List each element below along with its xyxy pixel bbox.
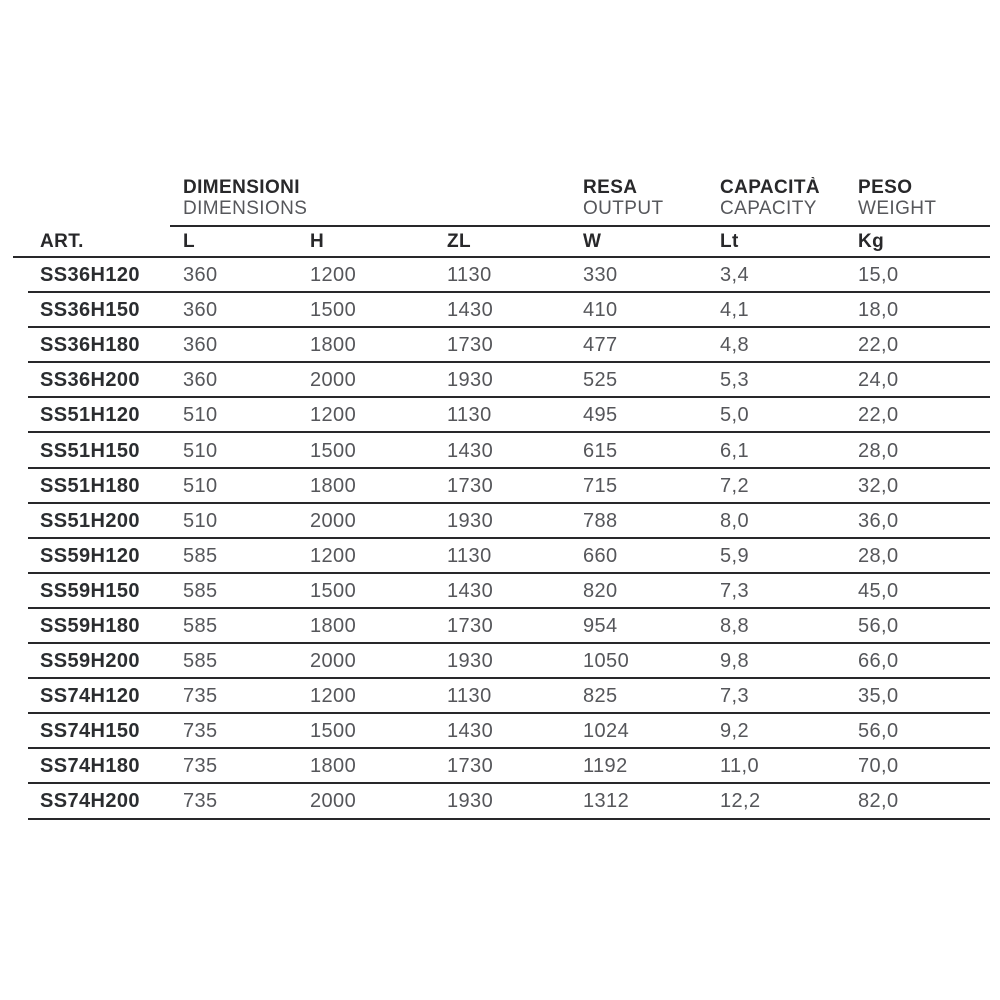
- cell-h: 2000: [310, 790, 357, 813]
- cell-l: 360: [183, 264, 218, 287]
- cell-art: SS74H200: [40, 790, 140, 813]
- cell-kg: 70,0: [858, 755, 899, 778]
- cell-w: 615: [583, 439, 618, 462]
- cell-zl: 1430: [447, 299, 494, 322]
- cell-zl: 1130: [447, 404, 492, 427]
- table-row: [13, 258, 990, 293]
- group-header-dimensions: [170, 177, 570, 227]
- cell-h: 2000: [310, 650, 357, 673]
- cell-zl: 1130: [447, 544, 492, 567]
- cell-lt: 4,8: [720, 334, 750, 357]
- cell-art: SS51H120: [40, 404, 140, 427]
- table-row: [13, 574, 990, 609]
- cell-h: 1500: [310, 299, 357, 322]
- cell-art: SS36H180: [40, 334, 140, 357]
- cell-art: SS36H120: [40, 264, 140, 287]
- cell-art: SS36H150: [40, 299, 140, 322]
- cell-w: 495: [583, 404, 618, 427]
- cell-lt: 8,0: [720, 509, 750, 532]
- cell-zl: 1930: [447, 790, 494, 813]
- table-group-header-row: [13, 177, 990, 227]
- cell-h: 1800: [310, 755, 357, 778]
- cell-w: 954: [583, 614, 618, 637]
- table-column-header-row: [13, 227, 990, 258]
- cell-zl: 1930: [447, 650, 494, 673]
- cell-l: 510: [183, 509, 218, 532]
- cell-w: 1312: [583, 790, 630, 813]
- column-header-art: ART.: [40, 230, 84, 252]
- cell-art: SS51H180: [40, 474, 140, 497]
- cell-l: 510: [183, 474, 218, 497]
- cell-kg: 66,0: [858, 650, 899, 673]
- cell-zl: 1430: [447, 720, 494, 743]
- group-header-capacity: [707, 177, 845, 227]
- cell-h: 1500: [310, 439, 357, 462]
- cell-w: 525: [583, 369, 618, 392]
- cell-zl: 1730: [447, 474, 494, 497]
- cell-l: 585: [183, 650, 218, 673]
- cell-kg: 56,0: [858, 720, 899, 743]
- cell-l: 735: [183, 790, 218, 813]
- cell-l: 360: [183, 299, 218, 322]
- cell-lt: 9,8: [720, 650, 750, 673]
- cell-w: 715: [583, 474, 618, 497]
- cell-l: 585: [183, 544, 218, 567]
- cell-h: 1200: [310, 264, 357, 287]
- table-row: [13, 433, 990, 468]
- cell-lt: 12,2: [720, 790, 761, 813]
- cell-l: 735: [183, 755, 218, 778]
- cell-w: 788: [583, 509, 618, 532]
- table-row: [13, 749, 990, 784]
- cell-kg: 15,0: [858, 264, 899, 287]
- cell-kg: 22,0: [858, 334, 899, 357]
- table-row: [13, 328, 990, 363]
- group-title-weight: PESO: [858, 177, 913, 198]
- cell-zl: 1730: [447, 334, 494, 357]
- column-header-kg: Kg: [858, 230, 885, 252]
- cell-art: SS51H150: [40, 439, 140, 462]
- cell-w: 660: [583, 544, 618, 567]
- column-header-h: H: [310, 230, 325, 252]
- group-subtitle-output: OUTPUT: [583, 198, 664, 219]
- cell-art: SS51H200: [40, 509, 140, 532]
- cell-l: 585: [183, 579, 218, 602]
- spec-table: [13, 177, 990, 820]
- cell-kg: 18,0: [858, 299, 899, 322]
- cell-w: 1024: [583, 720, 630, 743]
- group-header-weight: [845, 177, 990, 227]
- cell-lt: 8,8: [720, 614, 750, 637]
- cell-kg: 28,0: [858, 439, 899, 462]
- cell-l: 360: [183, 334, 218, 357]
- group-title-dimensions: DIMENSIONI: [183, 177, 300, 198]
- cell-art: SS59H200: [40, 650, 140, 673]
- cell-zl: 1730: [447, 755, 494, 778]
- cell-h: 1200: [310, 404, 357, 427]
- cell-lt: 5,0: [720, 404, 750, 427]
- cell-art: SS59H180: [40, 614, 140, 637]
- table-row: [13, 539, 990, 574]
- column-header-l: L: [183, 230, 196, 252]
- cell-l: 585: [183, 614, 218, 637]
- cell-zl: 1130: [447, 264, 492, 287]
- cell-zl: 1430: [447, 439, 494, 462]
- group-subtitle-dimensions: DIMENSIONS: [183, 198, 308, 219]
- cell-h: 1500: [310, 579, 357, 602]
- cell-w: 1050: [583, 650, 630, 673]
- cell-lt: 9,2: [720, 720, 750, 743]
- table-row: [13, 363, 990, 398]
- cell-zl: 1930: [447, 369, 494, 392]
- table-row: [13, 679, 990, 714]
- group-subtitle-weight: WEIGHT: [858, 198, 937, 219]
- cell-w: 820: [583, 579, 618, 602]
- cell-kg: 45,0: [858, 579, 899, 602]
- cell-lt: 4,1: [720, 299, 750, 322]
- cell-kg: 32,0: [858, 474, 899, 497]
- cell-kg: 35,0: [858, 685, 899, 708]
- cell-kg: 22,0: [858, 404, 899, 427]
- table-row: [13, 504, 990, 539]
- table-row: [13, 784, 990, 819]
- cell-h: 1500: [310, 720, 357, 743]
- cell-w: 410: [583, 299, 618, 322]
- cell-lt: 7,3: [720, 579, 750, 602]
- cell-h: 1800: [310, 474, 357, 497]
- cell-w: 330: [583, 264, 618, 287]
- table-row: [13, 609, 990, 644]
- group-header-output: [570, 177, 707, 227]
- cell-zl: 1930: [447, 509, 494, 532]
- cell-l: 360: [183, 369, 218, 392]
- cell-w: 477: [583, 334, 618, 357]
- cell-kg: 28,0: [858, 544, 899, 567]
- cell-kg: 56,0: [858, 614, 899, 637]
- cell-l: 735: [183, 720, 218, 743]
- cell-w: 825: [583, 685, 618, 708]
- cell-lt: 7,2: [720, 474, 750, 497]
- cell-art: SS59H120: [40, 544, 140, 567]
- cell-h: 1200: [310, 544, 357, 567]
- cell-zl: 1730: [447, 614, 494, 637]
- cell-zl: 1430: [447, 579, 494, 602]
- cell-lt: 11,0: [720, 755, 760, 778]
- column-header-lt: Lt: [720, 230, 739, 252]
- table-row: [13, 714, 990, 749]
- cell-art: SS36H200: [40, 369, 140, 392]
- cell-l: 510: [183, 439, 218, 462]
- cell-lt: 7,3: [720, 685, 750, 708]
- cell-kg: 82,0: [858, 790, 899, 813]
- cell-h: 1200: [310, 685, 357, 708]
- cell-art: SS74H150: [40, 720, 140, 743]
- cell-l: 735: [183, 685, 218, 708]
- table-body: [13, 258, 990, 820]
- cell-zl: 1130: [447, 685, 492, 708]
- cell-lt: 6,1: [720, 439, 750, 462]
- cell-kg: 24,0: [858, 369, 899, 392]
- cell-lt: 5,3: [720, 369, 750, 392]
- column-header-w: W: [583, 230, 602, 252]
- cell-h: 2000: [310, 369, 357, 392]
- cell-kg: 36,0: [858, 509, 899, 532]
- group-title-capacity: CAPACITÀ: [720, 177, 820, 198]
- cell-art: SS59H150: [40, 579, 140, 602]
- table-row: [13, 644, 990, 679]
- cell-art: SS74H120: [40, 685, 140, 708]
- table-row: [13, 293, 990, 328]
- cell-h: 2000: [310, 509, 357, 532]
- cell-art: SS74H180: [40, 755, 140, 778]
- group-subtitle-capacity: CAPACITY: [720, 198, 817, 219]
- cell-lt: 5,9: [720, 544, 750, 567]
- column-header-zl: ZL: [447, 230, 472, 252]
- group-title-output: RESA: [583, 177, 638, 198]
- cell-lt: 3,4: [720, 264, 750, 287]
- cell-w: 1192: [583, 755, 628, 778]
- group-header-spacer: [13, 177, 170, 227]
- cell-h: 1800: [310, 614, 357, 637]
- table-row: [13, 469, 990, 504]
- cell-h: 1800: [310, 334, 357, 357]
- cell-l: 510: [183, 404, 218, 427]
- table-row: [13, 398, 990, 433]
